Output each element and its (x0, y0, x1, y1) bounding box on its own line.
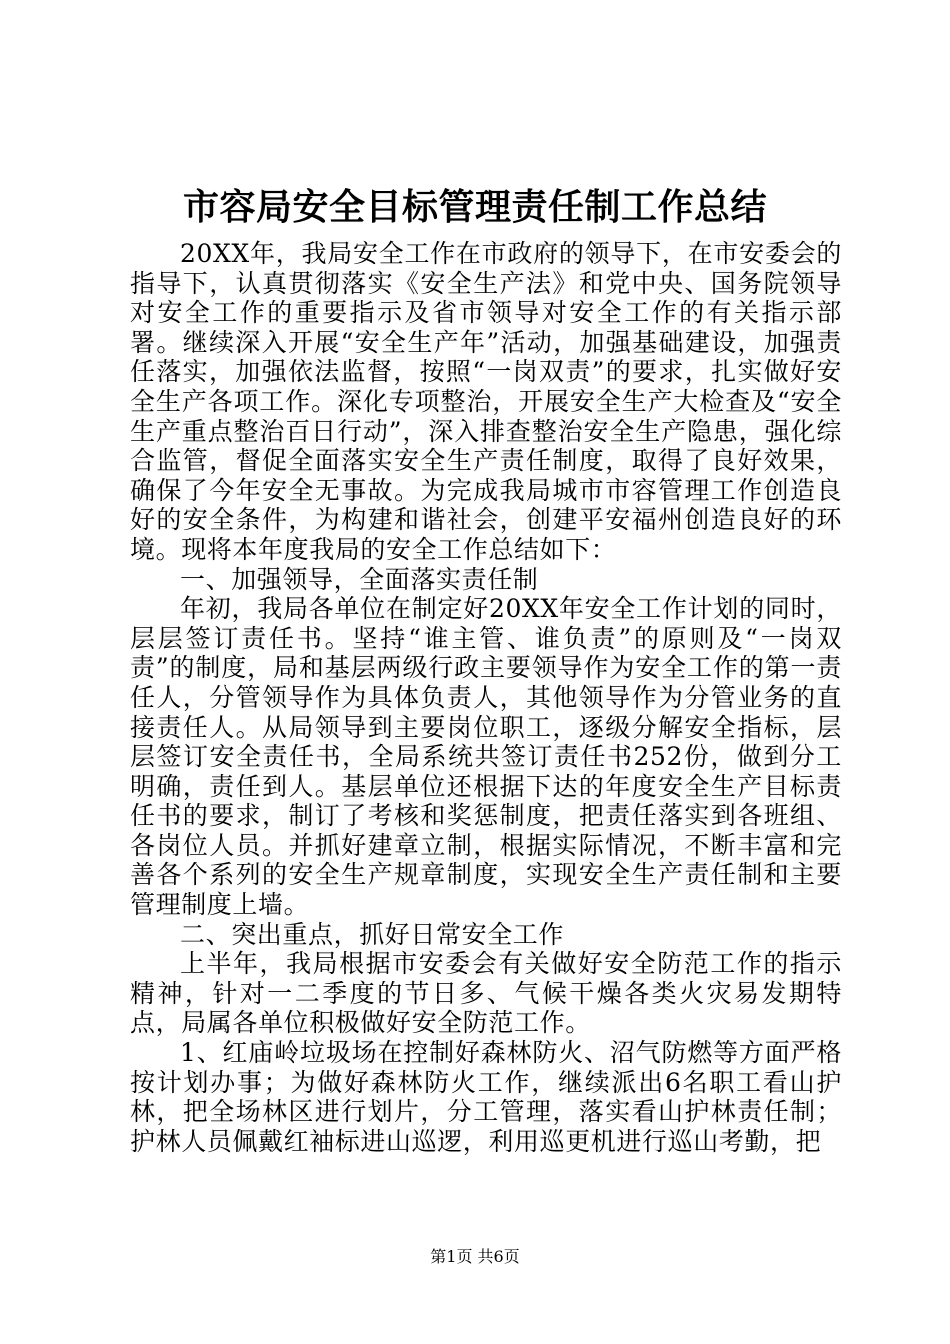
document-body (130, 239, 842, 1156)
intro-paragraph: 20XX年，我局安全工作在市政府的领导下，在市安委会的指导下，认真贯彻落实《安全生产法》和党中央、国务院领导对安全工作的重要指示及省市领导对安全工作的有关指示部署。继续深入开展“安全生产年”活动，加强基础建设，加强责任落实，加强依法监督，按照“一岗双责”的要求，扎实做好安全生产各项工作。深化专项整治，开展安全生产大检查及“安全生产重点整治百日行动”，深入排查整治安全生产隐患，强化综合监管，督促全面落实安全生产责任制度，取得了良好效果，确保了今年安全无事故。为完成我局城市市容管理工作创造良好的安全条件，为构建和谐社会，创建平安福州创造良好的环境。现将本年度我局的安全工作总结如下： (130, 239, 842, 564)
section-2-paragraph: 上半年，我局根据市安委会有关做好安全防范工作的指示精神，针对一二季度的节日多、气候干燥各类火灾易发期特点，局属各单位积极做好安全防范工作。 (130, 949, 842, 1038)
page-footer: 第1页 共6页 (430, 1247, 520, 1266)
section-heading-2: 二、突出重点，抓好日常安全工作 (180, 919, 565, 949)
section-1-paragraph: 年初，我局各单位在制定好20XX年安全工作计划的同时，层层签订责任书。坚持“谁主管、谁负责”的原则及“一岗双责”的制度，局和基层两级行政主要领导作为安全工作的第一责任人，分管领导作为具体负责人，其他领导作为分管业务的直接责任人。从局领导到主要岗位职工，逐级分解安全指标，层层签订安全责任书，全局系统共签订责任书252份，做到分工明确，责任到人。基层单位还根据下达的年度安全生产目标责任书的要求，制订了考核和奖惩制度，把责任落实到各班组、各岗位人员。并抓好建章立制，根据实际情况，不断丰富和完善各个系列的安全生产规章制度，实现安全生产责任制和主要管理制度上墙。 (130, 594, 842, 920)
section-heading-1: 一、加强领导，全面落实责任制 (180, 564, 539, 594)
document-title: 市容局安全目标管理责任制工作总结 (182, 187, 767, 228)
section-2-item-1: 1、红庙岭垃圾场在控制好森林防火、沼气防燃等方面严格按计划办事；为做好森林防火工作，继续派出6名职工看山护林，把全场林区进行划片，分工管理，落实看山护林责任制；护林人员佩戴红袖标进山巡逻，利用巡更机进行巡山考勤，把 (130, 1038, 842, 1156)
